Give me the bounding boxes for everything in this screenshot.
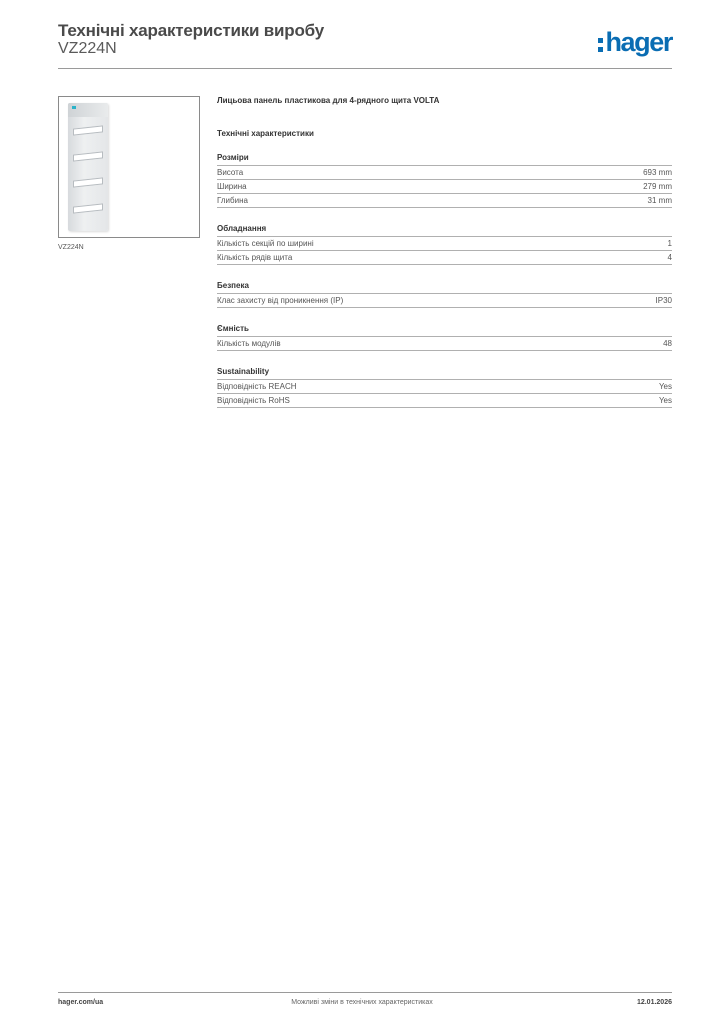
spec-label: Кількість рядів щита <box>217 253 293 262</box>
footer-divider <box>58 992 672 993</box>
spec-section-safety <box>217 281 672 308</box>
footer-website-link[interactable]: hager.com/ua <box>58 999 104 1006</box>
header-divider <box>58 68 672 69</box>
section-title: Обладнання <box>217 224 672 237</box>
spec-row <box>217 337 672 351</box>
spec-value: 279 mm <box>643 182 672 191</box>
product-description: Лицьова панель пластикова для 4-рядного щита VOLTA <box>217 96 440 105</box>
specification-content <box>217 96 672 408</box>
spec-value: Yes <box>658 396 672 405</box>
spec-value: Yes <box>658 382 672 391</box>
spec-row <box>217 194 672 208</box>
product-image-caption: VZ224N <box>58 244 84 251</box>
spec-value: IP30 <box>655 296 672 305</box>
section-title: Ємність <box>217 324 672 337</box>
specifications-heading: Технічні характеристики <box>217 129 314 138</box>
spec-value: 31 mm <box>647 196 672 205</box>
front-panel-icon <box>68 103 108 231</box>
spec-row <box>217 251 672 265</box>
spec-label: Висота <box>217 168 244 177</box>
spec-label: Відповідність RoHS <box>217 396 290 405</box>
section-title: Безпека <box>217 281 672 294</box>
logo-wordmark: hager <box>605 26 672 57</box>
spec-row <box>217 294 672 308</box>
spec-row <box>217 166 672 180</box>
footer-disclaimer: Можливі зміни в технічних характеристиках <box>291 999 433 1006</box>
spec-row <box>217 180 672 194</box>
hager-logo <box>598 24 672 60</box>
spec-section-sustainability <box>217 367 672 408</box>
spec-row <box>217 394 672 408</box>
spec-row <box>217 237 672 251</box>
section-title: Sustainability <box>217 367 672 380</box>
spec-label: Глибина <box>217 196 248 205</box>
spec-label: Клас захисту від проникнення (IP) <box>217 296 344 305</box>
spec-label: Кількість секцій по ширині <box>217 239 314 248</box>
spec-value: 4 <box>667 253 672 262</box>
section-title: Розміри <box>217 153 672 166</box>
product-image <box>58 96 200 238</box>
spec-label: Ширина <box>217 182 247 191</box>
spec-row <box>217 380 672 394</box>
document-subtitle: VZ224N <box>58 40 117 57</box>
spec-label: Кількість модулів <box>217 339 281 348</box>
spec-label: Відповідність REACH <box>217 382 297 391</box>
spec-section-capacity <box>217 324 672 351</box>
spec-section-equipment <box>217 224 672 265</box>
spec-value: 693 mm <box>643 168 672 177</box>
logo-dots-icon <box>598 38 603 52</box>
document-title: Технічні характеристики виробу <box>58 21 324 40</box>
footer-date: 12.01.2026 <box>636 999 672 1006</box>
spec-value: 1 <box>667 239 672 248</box>
spec-value: 48 <box>663 339 672 348</box>
spec-section-dimensions <box>217 153 672 208</box>
